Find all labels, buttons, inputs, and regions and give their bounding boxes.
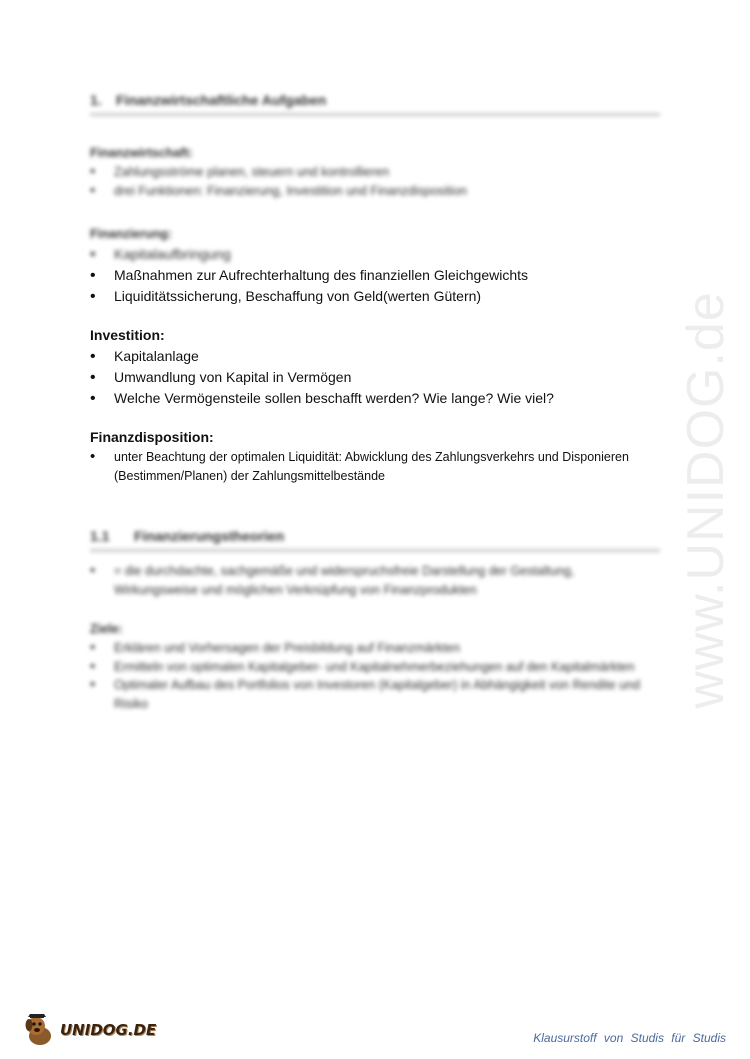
list-item: • Erklären und Vorhersagen der Preisbildung auf Finanzmärkten	[90, 639, 660, 658]
group-finanzierung	[90, 227, 660, 307]
list-item: • Zahlungsströme planen, steuern und kontrollieren	[90, 163, 660, 182]
section-number: 1.	[90, 92, 102, 108]
list-item: • Maßnahmen zur Aufrechterhaltung des finanziellen Gleichgewichts	[90, 265, 660, 286]
logo-text: UNIDOG.DE	[60, 1021, 157, 1039]
watermark: www.UNIDOG.de	[677, 291, 735, 709]
unidog-logo[interactable]	[22, 1012, 156, 1048]
list-item: • Kapitalaufbringung	[90, 244, 660, 265]
section-heading-1-1	[90, 528, 660, 552]
footer-tagline: Klausurstoff von Studis für Studis	[533, 1031, 726, 1045]
group-finanzdisposition	[90, 429, 660, 485]
section-number: 1.1	[90, 528, 110, 544]
group-label: Ziele:	[90, 622, 123, 636]
group-label: Finanzierung:	[90, 227, 172, 241]
list-item: • Ermitteln von optimalen Kapitalgeber- und Kapitalnehmerbeziehungen auf den Kapitalmärkten	[90, 658, 660, 677]
group-ziele	[90, 622, 660, 713]
group-finanzwirtschaft	[90, 146, 660, 200]
list-item: • Liquiditätssicherung, Beschaffung von Geld(werten Gütern)	[90, 286, 660, 307]
section-title: Finanzwirtschaftliche Aufgaben	[116, 92, 327, 108]
list-item: • unter Beachtung der optimalen Liquidität: Abwicklung des Zahlungsverkehrs und Disponieren (Bestimmen/Planen) der Zahlungsmittelbestände	[90, 448, 660, 485]
list-item: • = die durchdachte, sachgemäße und widerspruchsfreie Darstellung der Gestaltung, Wirkungsweise und möglichen Verknüpfung von Finanzprodukten	[90, 562, 660, 599]
list-item: • Umwandlung von Kapital in Vermögen	[90, 367, 660, 388]
dog-icon	[22, 1012, 58, 1048]
group-label: Finanzwirtschaft:	[90, 146, 193, 160]
section-title: Finanzierungstheorien	[134, 528, 285, 544]
list-item: • drei Funktionen: Finanzierung, Investition und Finanzdisposition	[90, 182, 660, 201]
group-label: Investition:	[90, 327, 165, 343]
list-item: • Welche Vermögensteile sollen beschafft werden? Wie lange? Wie viel?	[90, 388, 660, 409]
section-heading-1	[90, 92, 660, 116]
group-investition	[90, 327, 660, 409]
theory-definition	[90, 562, 660, 599]
group-label: Finanzdisposition:	[90, 429, 214, 445]
list-item: • Optimaler Aufbau des Portfolios von Investoren (Kapitalgeber) in Abhängigkeit von Rendite und Risiko	[90, 676, 660, 713]
list-item: • Kapitalanlage	[90, 346, 660, 367]
